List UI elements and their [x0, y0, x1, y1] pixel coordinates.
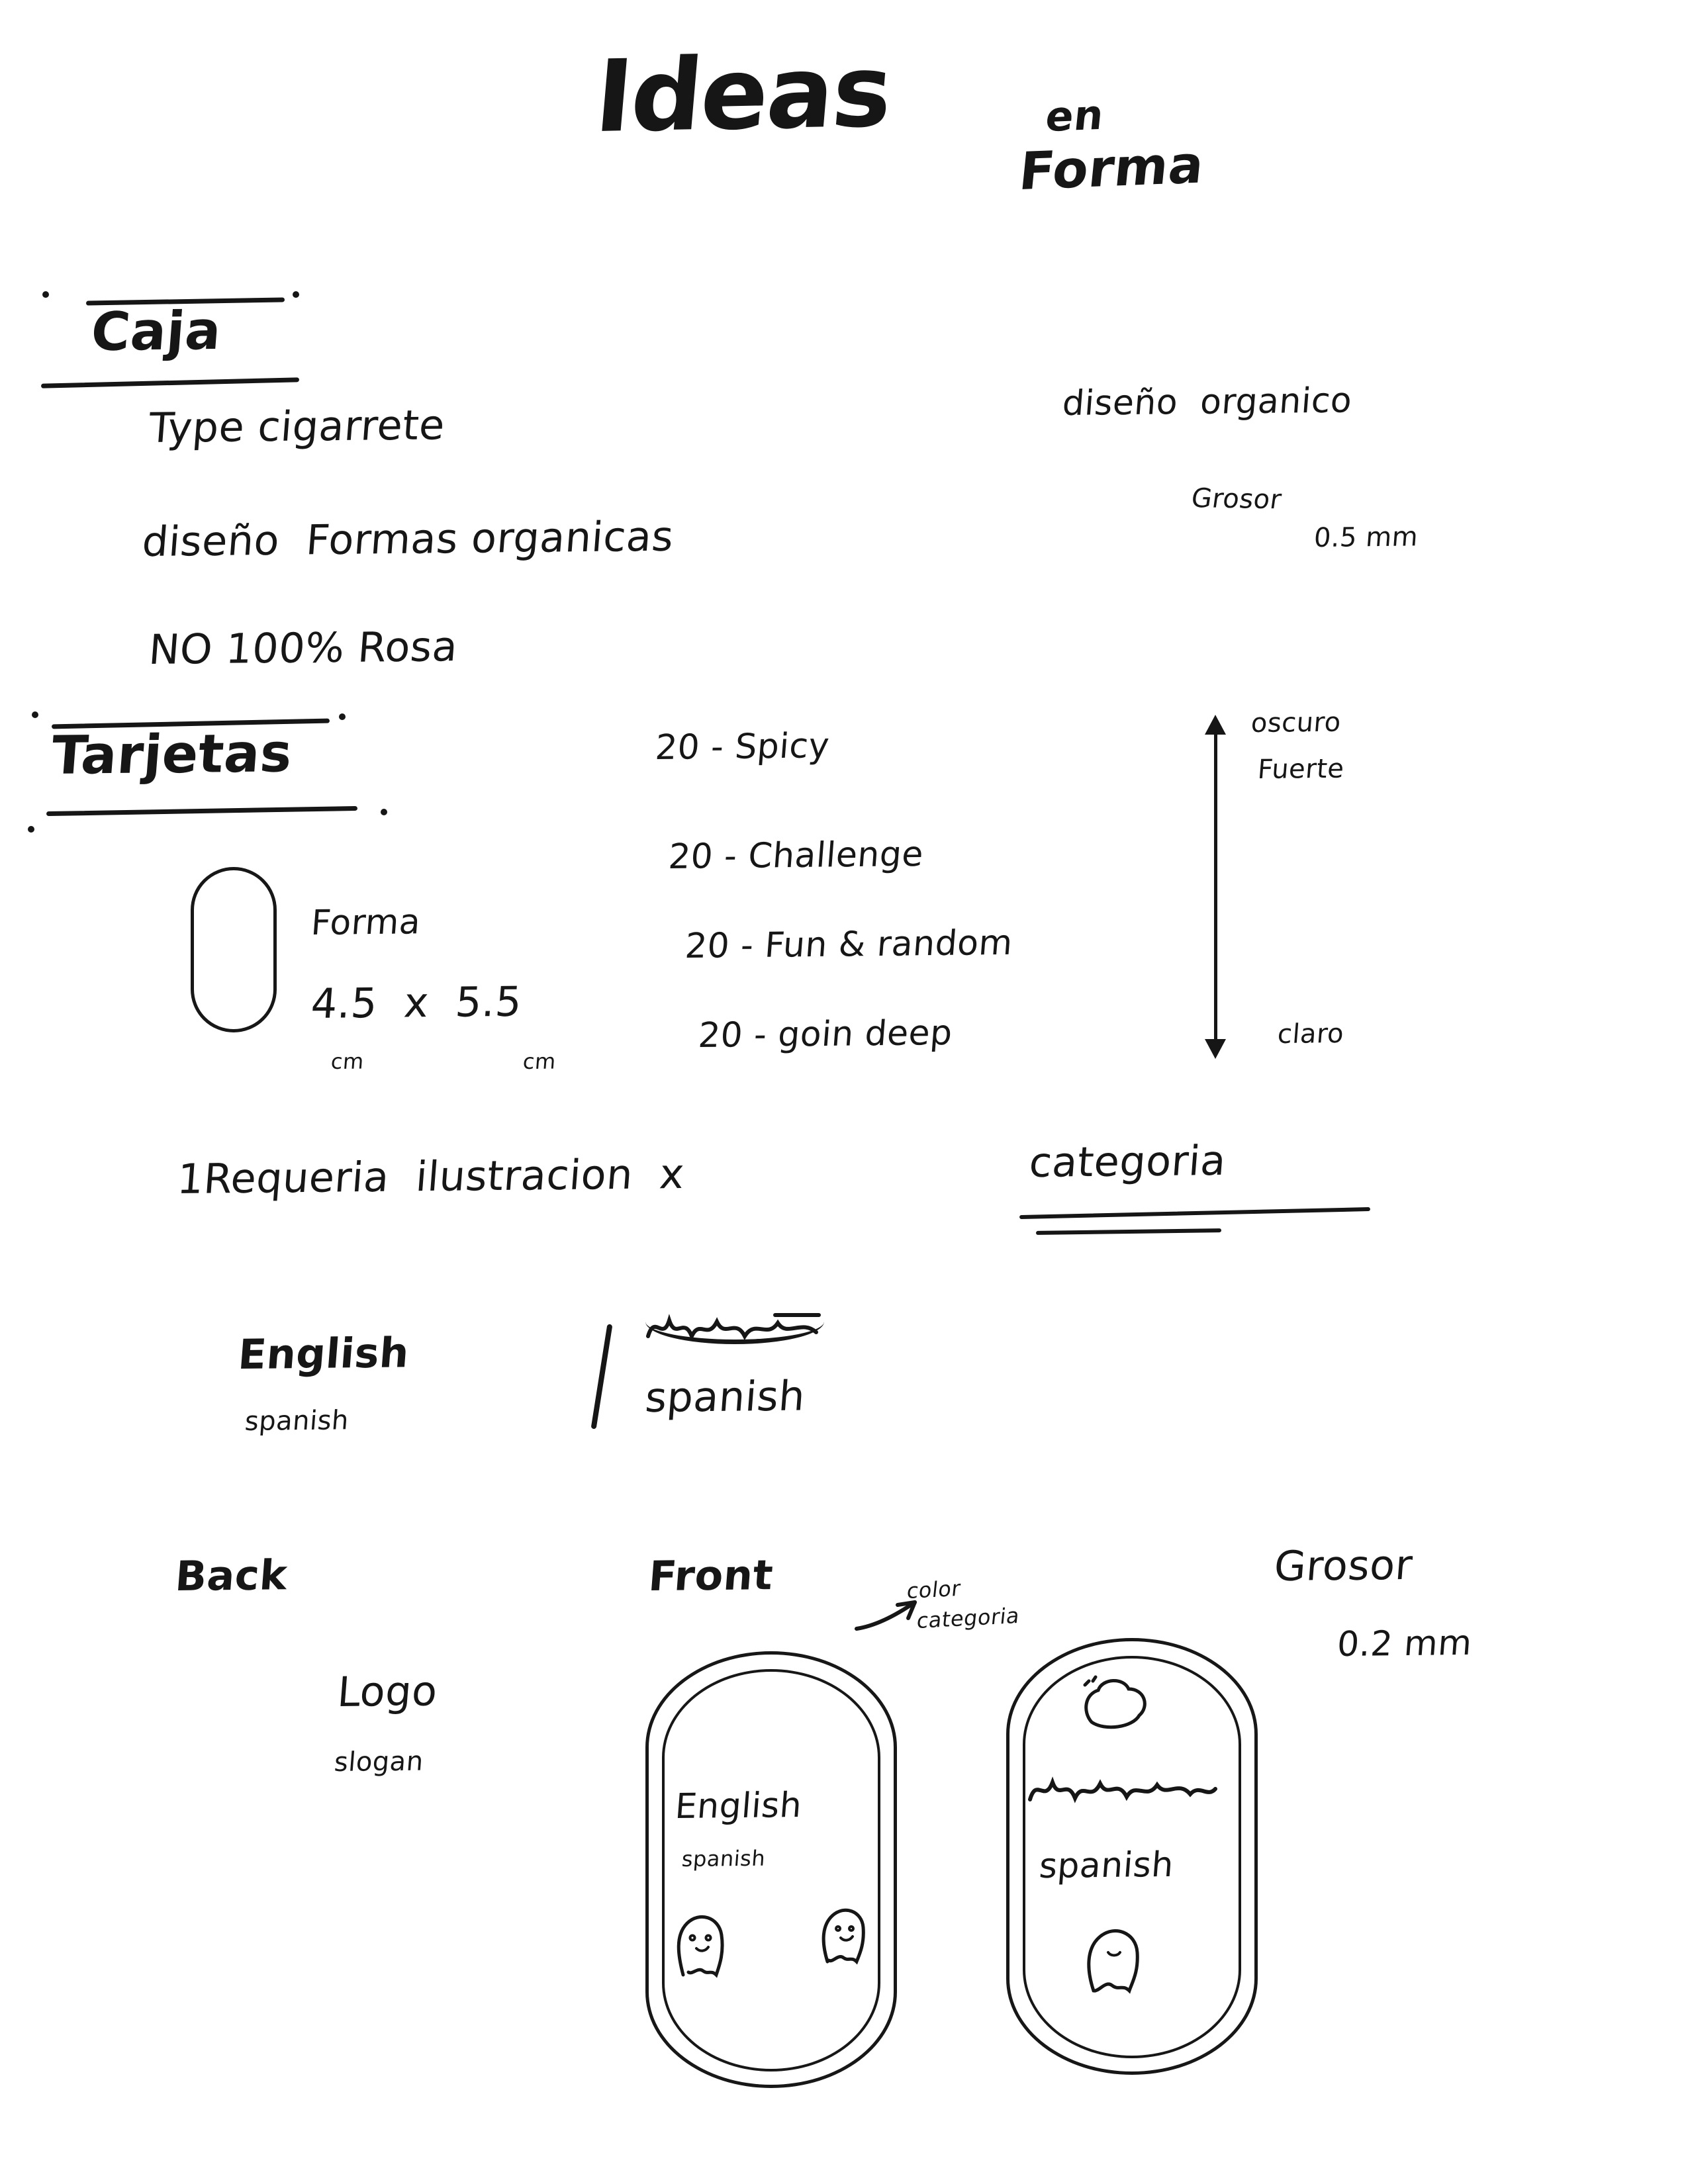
ghost-doodle-left-b: [816, 1899, 875, 1966]
category-item-spicy: 20 - Spicy: [653, 726, 831, 768]
language-spanish-label: spanish: [643, 1371, 808, 1422]
category-item-goin-deep: 20 - goin deep: [696, 1013, 955, 1056]
card-back-item-slogan: slogan: [333, 1746, 425, 1778]
scale-label-oscuro: oscuro: [1250, 707, 1342, 739]
card-shape-unit-left: cm: [330, 1048, 365, 1075]
category-item-fun-random: 20 - Fun & random: [683, 923, 1015, 967]
front-note-line-2: categoria: [915, 1602, 1021, 1634]
card-thickness-label: Grosor: [1272, 1540, 1415, 1591]
caja-note-organico: diseño organico: [1060, 381, 1354, 424]
section-dot-caja-topright: [293, 291, 299, 298]
section-rule-caja-bottom: [41, 377, 299, 388]
arrow-head-up-icon: [1205, 715, 1226, 735]
page-title: Ideas: [590, 34, 896, 156]
card-shape-unit-right: cm: [522, 1048, 557, 1075]
card-shape-dimensions: 4.5 x 5.5: [309, 977, 524, 1028]
card-mockup-right-scribble-word: [1026, 1764, 1218, 1817]
section-dot-tarjetas-bottomright: [381, 809, 387, 815]
requirement-emphasis: categoria: [1027, 1136, 1228, 1187]
card-mockup-left-line-2: spanish: [680, 1845, 767, 1872]
card-mockup-right-line-2: spanish: [1037, 1844, 1176, 1887]
section-dot-caja-topleft: [42, 291, 49, 298]
ghost-doodle-left-a: [670, 1906, 736, 1979]
caja-line-3: NO 100% Rosa: [147, 622, 460, 674]
arrow-shaft: [1214, 733, 1217, 1044]
card-shape-label: Forma: [309, 902, 422, 944]
card-shape-outline: [191, 867, 277, 1032]
section-heading-tarjetas: Tarjetas: [49, 722, 295, 787]
section-rule-tarjetas-bottom: [46, 806, 357, 816]
caja-line-2: diseño Formas organicas: [140, 512, 676, 567]
section-heading-caja: Caja: [89, 299, 224, 363]
card-back-item-logo: Logo: [336, 1666, 440, 1717]
section-dot-tarjetas-topright: [339, 713, 346, 720]
arrow-head-down-icon: [1205, 1039, 1226, 1059]
page-title-suffix-forma: Forma: [1016, 135, 1207, 203]
emphasis-underline-2: [1036, 1228, 1221, 1235]
divider-slash: [591, 1324, 613, 1429]
caja-note-grosor-label: Grosor: [1189, 483, 1284, 516]
scale-label-fuerte: Fuerte: [1256, 753, 1346, 786]
section-dot-tarjetas-topleft: [32, 711, 38, 718]
page-title-suffix-en: en: [1043, 90, 1106, 142]
scale-label-claro: claro: [1276, 1018, 1345, 1050]
requirement-text: 1Requeria ilustracion x: [175, 1149, 686, 1204]
caja-line-1: Type cigarrete: [147, 400, 447, 453]
scribble-word-strokes: [645, 1307, 831, 1347]
card-mockup-right-logo-scribble: [1076, 1674, 1162, 1734]
section-dot-tarjetas-bottomleft: [28, 826, 34, 833]
language-english-label: English: [236, 1328, 411, 1379]
card-back-label: Back: [173, 1551, 289, 1601]
card-front-label: Front: [647, 1551, 775, 1601]
front-note-line-1: color: [905, 1575, 962, 1604]
caja-note-grosor-value: 0.5 mm: [1313, 522, 1420, 554]
ghost-doodle-right: [1079, 1919, 1152, 1995]
card-thickness-value: 0.2 mm: [1335, 1623, 1474, 1665]
language-spanish-sublabel: spanish: [244, 1405, 350, 1437]
emphasis-underline-1: [1019, 1207, 1370, 1219]
category-item-challenge: 20 - Challenge: [667, 834, 925, 878]
card-mockup-left-line-1: English: [673, 1785, 804, 1827]
